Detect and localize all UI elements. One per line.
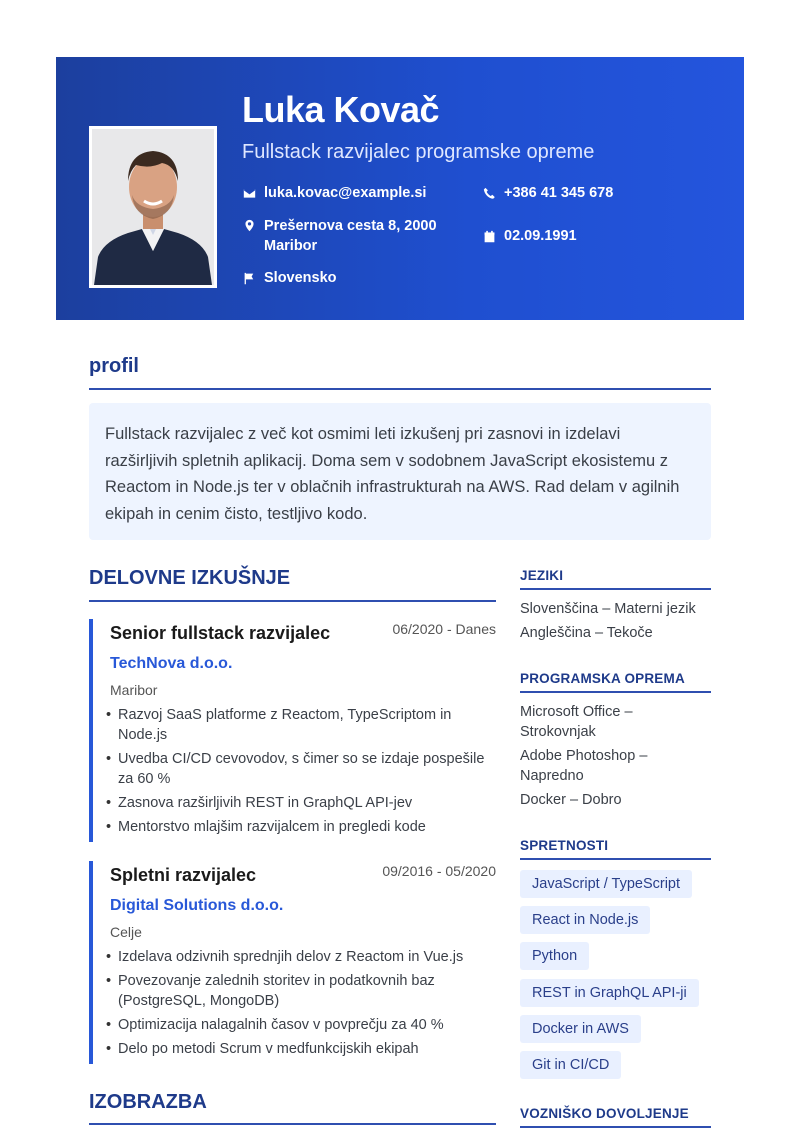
job-entry (89, 861, 496, 1064)
flag-icon (242, 268, 256, 288)
experience-heading: DELOVNE IZKUŠNJE (89, 567, 291, 589)
software-divider (520, 691, 711, 693)
job-title: Spletni razvijalec (110, 865, 257, 885)
education-divider (89, 1123, 496, 1125)
calendar-icon (482, 226, 496, 246)
company-name: Digital Solutions d.o.o. (110, 897, 284, 914)
job-dates: 09/2016 - 05/2020 (382, 863, 496, 879)
phone-contact (482, 183, 613, 203)
job-entry (89, 619, 496, 842)
profile-summary: Fullstack razvijalec z več kot osmimi leti izkušenj pri zasnovi in izdelavi razširljivih spletnih aplikacij. Doma sem v sodobnem JavaScript ekosistemu z Reactom in Node.js ter v oblačnih infrastrukturah na AWS. Rad delam v agilnih ekipah in cenim čisto, testljivo kodo. (89, 403, 711, 540)
bullet-item: • Mentorstvo mlajšim razvijalcem in pregledi kode (98, 817, 496, 837)
birthdate-contact (482, 226, 577, 246)
languages-divider (520, 588, 711, 590)
software-item: Docker – Dobro (520, 792, 622, 808)
portrait-image (92, 129, 214, 285)
job-bullets (98, 705, 496, 837)
bullet-item: • Zasnova razširljivih REST in GraphQL API-jev (98, 793, 496, 813)
country-contact (242, 268, 337, 288)
education-heading: IZOBRAZBA (89, 1091, 207, 1113)
skill-tag: React in Node.js (520, 906, 650, 934)
birthdate-text: 02.09.1991 (504, 228, 577, 244)
bullet-item: • Povezovanje zalednih storitev in podatkovnih baz (PostgreSQL, MongoDB) (98, 971, 496, 1011)
skills-heading: SPRETNOSTI (520, 838, 609, 853)
profile-photo (89, 126, 217, 288)
job-bullets (98, 947, 496, 1059)
profile-heading: profil (89, 355, 139, 377)
map-pin-icon (242, 215, 256, 235)
job-dates: 06/2020 - Danes (392, 621, 496, 637)
software-item: Microsoft Office – Strokovnjak (520, 704, 633, 740)
person-name: Luka Kovač (242, 89, 440, 130)
software-heading: PROGRAMSKA OPREMA (520, 671, 685, 686)
language-item: Angleščina – Tekoče (520, 625, 653, 641)
skill-tag: Docker in AWS (520, 1015, 641, 1043)
bullet-item: • Razvoj SaaS platforme z Reactom, TypeScriptom in Node.js (98, 705, 496, 745)
address-contact (242, 215, 462, 256)
profile-divider (89, 388, 711, 390)
skill-tag: Python (520, 942, 589, 970)
phone-icon (482, 183, 496, 203)
job-city: Celje (110, 924, 142, 940)
country-text: Slovensko (264, 270, 337, 286)
job-city: Maribor (110, 682, 158, 698)
bullet-item: • Izdelava odzivnih sprednjih delov z Reactom in Vue.js (98, 947, 496, 967)
skill-tag: JavaScript / TypeScript (520, 870, 692, 898)
phone-text: +386 41 345 678 (504, 185, 614, 201)
bullet-item: • Uvedba CI/CD cevovodov, s čimer so se izdaje pospešile za 60 % (98, 749, 496, 789)
languages-heading: JEZIKI (520, 568, 564, 583)
email-contact (242, 183, 426, 203)
bullet-item: • Optimizacija nalagalnih časov v povprečju za 40 % (98, 1015, 496, 1035)
job-title: Senior fullstack razvijalec (110, 623, 331, 643)
cv-header (56, 57, 744, 320)
license-divider (520, 1126, 711, 1128)
address-text: Prešernova cesta 8, 2000 Maribor (264, 218, 437, 254)
skill-tag: Git in CI/CD (520, 1051, 621, 1079)
job-headline: Fullstack razvijalec programske opreme (242, 141, 595, 163)
experience-divider (89, 600, 496, 602)
software-item: Adobe Photoshop – Napredno (520, 748, 648, 784)
bullet-item: • Delo po metodi Scrum v medfunkcijskih ekipah (98, 1039, 496, 1059)
envelope-icon (242, 183, 256, 203)
language-item: Slovenščina – Materni jezik (520, 601, 696, 617)
skill-tag: REST in GraphQL API-ji (520, 979, 699, 1007)
license-heading: VOZNIŠKO DOVOLJENJE (520, 1106, 689, 1121)
email-text: luka.kovac@example.si (264, 185, 427, 201)
skills-divider (520, 858, 711, 860)
company-name: TechNova d.o.o. (110, 655, 233, 672)
